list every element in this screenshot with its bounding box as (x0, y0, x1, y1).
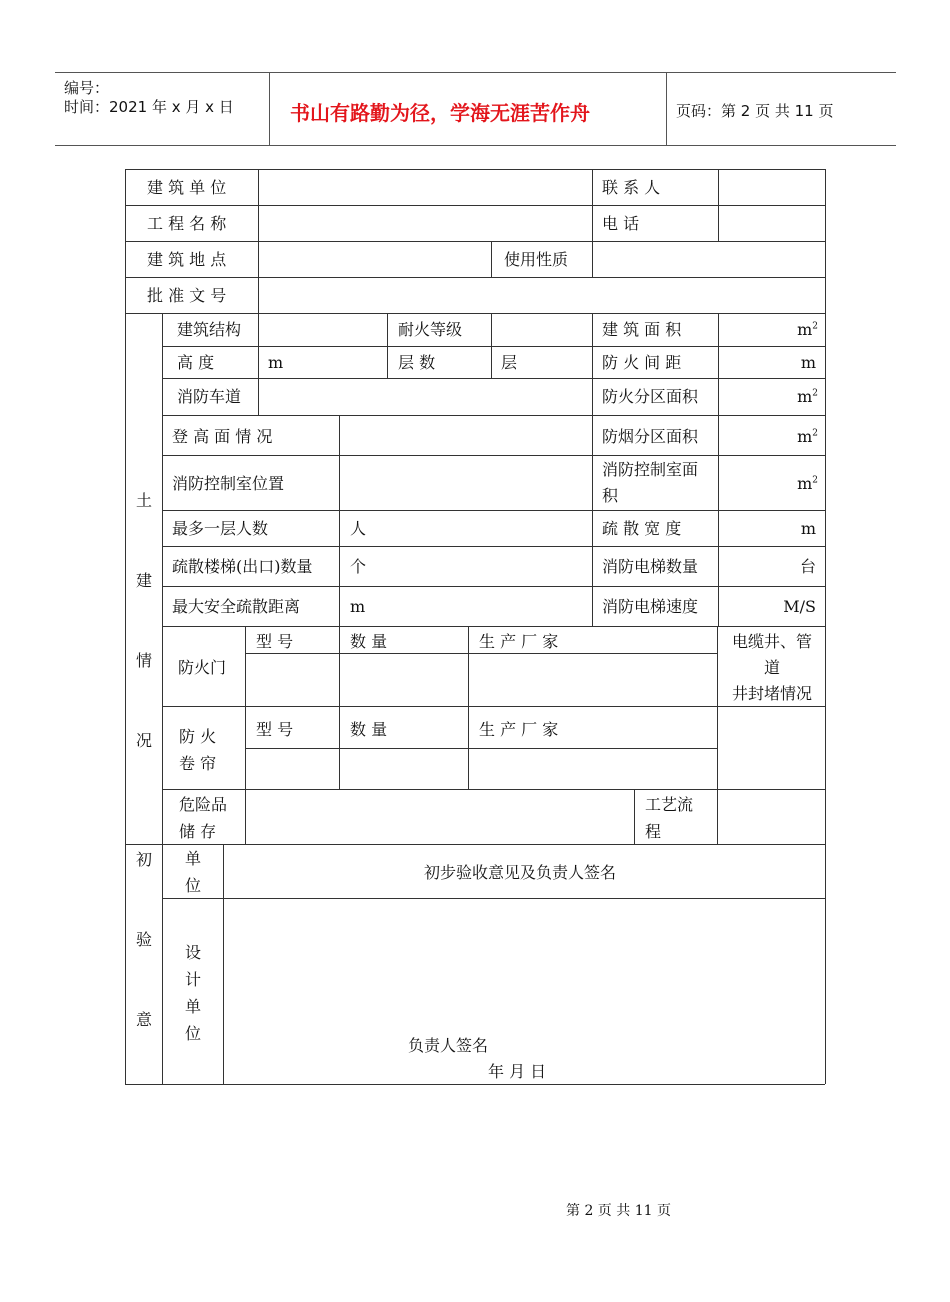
fire-spacing-label: 防 火 间 距 (602, 353, 682, 372)
page-info: 页码：第 2 页 共 11 页 (676, 102, 834, 120)
fire-lane-label: 消防车道 (177, 387, 242, 406)
side-label-civil-2: 建 (136, 571, 153, 590)
unit-header-1: 单 (185, 849, 202, 868)
max-evac-distance-label: 最大安全疏散距离 (172, 597, 301, 616)
design-unit-label-1: 设 (185, 943, 202, 962)
max-evac-distance-unit: m (350, 597, 366, 616)
elevator-speed-unit: M/S (783, 597, 816, 616)
unit-header-2: 位 (185, 876, 202, 895)
elevator-speed-label: 消防电梯速度 (602, 597, 699, 616)
fire-shutter-maker-header: 生 产 厂 家 (479, 720, 559, 739)
height-label: 高 度 (177, 353, 215, 372)
cable-shaft-label-3: 井封堵情况 (731, 684, 812, 703)
max-people-label: 最多一层人数 (172, 519, 269, 538)
stairs-count-label: 疏散楼梯(出口)数量 (172, 557, 313, 576)
design-unit-label-2: 计 (185, 970, 202, 989)
structure-label: 建筑结构 (177, 320, 242, 339)
compartment-area-unit: $m^2$ (797, 387, 818, 406)
side-label-civil-4: 况 (136, 731, 153, 750)
building-area-unit: $m^2$ (797, 320, 818, 339)
project-name-label: 工 程 名 称 (147, 214, 227, 233)
fire-door-maker-header: 生 产 厂 家 (479, 632, 559, 651)
floors-label: 层 数 (398, 353, 436, 372)
cable-shaft-label-1: 电缆井、管 (731, 632, 812, 651)
side-label-initial-2: 验 (136, 930, 153, 949)
phone-field[interactable] (722, 208, 822, 238)
side-label-initial-3: 意 (136, 1010, 153, 1029)
approval-number-field[interactable] (262, 280, 822, 310)
opinion-header: 初步验收意见及负责人签名 (424, 863, 617, 882)
document-date-label: 时间：2021 年 x 月 x 日 (64, 98, 234, 116)
hazard-storage-label-2: 储 存 (179, 822, 217, 841)
design-opinion-field[interactable] (228, 902, 822, 1030)
fire-door-model-header: 型 号 (256, 632, 294, 651)
signature-label: 负责人签名 (408, 1036, 489, 1055)
side-label-civil-1: 土 (136, 491, 153, 510)
fire-spacing-unit: m (800, 353, 816, 372)
building-unit-label: 建 筑 单 位 (147, 178, 227, 197)
contact-field[interactable] (722, 172, 822, 202)
process-flow-label-2: 程 (645, 822, 662, 841)
stairs-count-unit: 个 (350, 557, 367, 576)
floors-unit: 层 (501, 353, 518, 372)
project-name-field[interactable] (262, 208, 588, 238)
control-room-location-label: 消防控制室位置 (172, 474, 285, 493)
control-room-area-label-1: 消防控制室面 (602, 460, 699, 479)
building-unit-field[interactable] (262, 172, 588, 202)
document-number-label: 编号： (64, 79, 110, 97)
control-room-area-unit: $m^2$ (797, 474, 818, 493)
fire-shutter-label-2: 卷 帘 (179, 754, 217, 773)
motto-banner: 书山有路勤为径，学海无涯苦作舟 (290, 101, 590, 125)
elevator-count-unit: 台 (799, 557, 816, 576)
fire-shutter-label-1: 防 火 (179, 727, 217, 746)
usage-field[interactable] (596, 244, 822, 274)
design-unit-label-4: 位 (185, 1024, 202, 1043)
approval-number-label: 批 准 文 号 (147, 286, 227, 305)
smoke-compartment-unit: $m^2$ (797, 427, 818, 446)
fire-door-qty-header: 数 量 (350, 632, 388, 651)
side-label-civil-3: 情 (136, 651, 153, 670)
fire-rating-label: 耐火等级 (398, 320, 463, 339)
smoke-compartment-label: 防烟分区面积 (602, 427, 699, 446)
side-label-initial-1: 初 (136, 850, 153, 869)
phone-label: 电 话 (602, 214, 640, 233)
evac-width-label: 疏 散 宽 度 (602, 519, 682, 538)
process-flow-label-1: 工艺流 (645, 795, 694, 814)
max-people-unit: 人 (350, 519, 367, 538)
page-footer: 第 2 页 共 11 页 (566, 1203, 671, 1219)
elevator-count-label: 消防电梯数量 (602, 557, 699, 576)
fire-door-label: 防火门 (178, 658, 227, 677)
fire-shutter-model-header: 型 号 (256, 720, 294, 739)
height-unit: m (268, 353, 284, 372)
fire-shutter-qty-header: 数 量 (350, 720, 388, 739)
usage-label: 使用性质 (504, 250, 569, 269)
hazard-storage-label-1: 危险品 (179, 795, 228, 814)
building-location-field[interactable] (262, 244, 487, 274)
building-area-label: 建 筑 面 积 (602, 320, 682, 339)
contact-label: 联 系 人 (602, 178, 661, 197)
control-room-area-label-2: 积 (602, 486, 619, 505)
signature-date-label: 年 月 日 (488, 1062, 547, 1081)
design-unit-label-3: 单 (185, 997, 202, 1016)
cable-shaft-label-2: 道 (763, 658, 780, 677)
evac-width-unit: m (800, 519, 816, 538)
building-location-label: 建 筑 地 点 (147, 250, 227, 269)
compartment-area-label: 防火分区面积 (602, 387, 699, 406)
ascend-surface-label: 登 高 面 情 况 (172, 427, 273, 446)
